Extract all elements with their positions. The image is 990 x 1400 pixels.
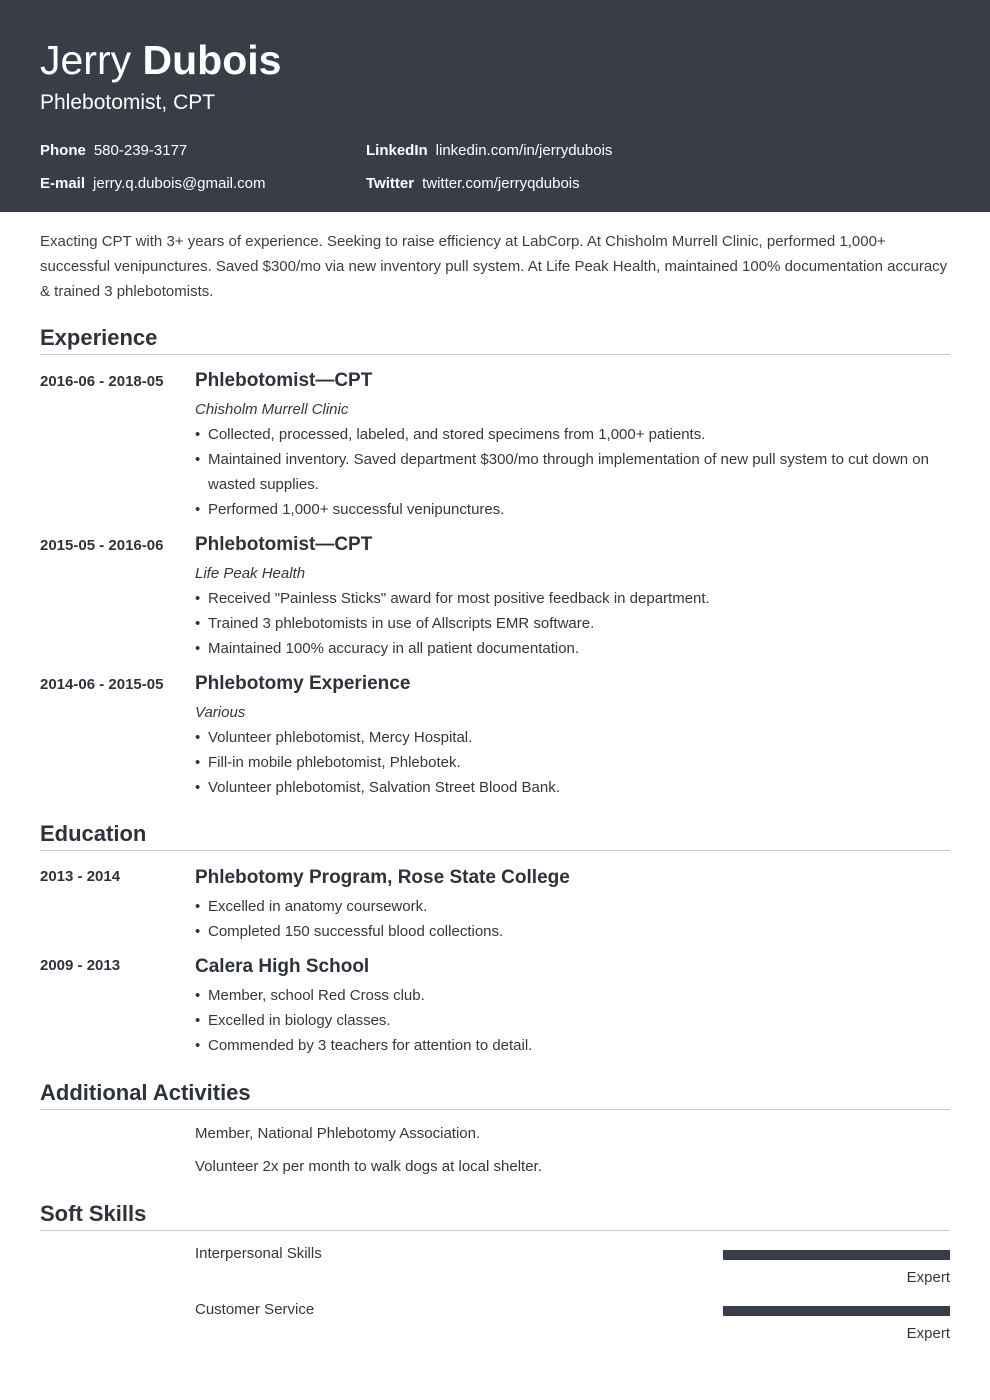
experience-entry bbox=[40, 369, 950, 522]
contact-email bbox=[40, 175, 266, 192]
section-divider bbox=[40, 1230, 950, 1231]
education-entry bbox=[40, 866, 950, 944]
list-item: • Volunteer phlebotomist, Mercy Hospital. bbox=[195, 725, 950, 750]
section-divider bbox=[40, 1109, 950, 1110]
job-title: Phlebotomist, CPT bbox=[40, 91, 216, 114]
contact-phone bbox=[40, 142, 187, 159]
list-item: • Performed 1,000+ successful venipunctures. bbox=[195, 497, 950, 522]
experience-entry bbox=[40, 533, 950, 661]
section-divider bbox=[40, 354, 950, 355]
resume-header bbox=[0, 0, 990, 212]
email-link[interactable]: jerry.q.dubois@gmail.com bbox=[93, 175, 266, 192]
skill-row bbox=[195, 1300, 950, 1356]
education-entry bbox=[40, 955, 950, 1058]
first-name: Jerry bbox=[40, 37, 132, 83]
soft-skills-section bbox=[40, 1200, 950, 1356]
entry-organization: Chisholm Murrell Clinic bbox=[195, 401, 349, 418]
twitter-link[interactable]: twitter.com/jerryqdubois bbox=[422, 175, 580, 192]
list-item: • Volunteer phlebotomist, Salvation Street Blood Bank. bbox=[195, 775, 950, 800]
skill-level-label: Expert bbox=[906, 1325, 950, 1342]
contact-linkedin bbox=[366, 142, 612, 159]
section-title-experience: Experience bbox=[40, 325, 158, 350]
list-item: • Member, school Red Cross club. bbox=[195, 983, 950, 1008]
phone-value: 580-239-3177 bbox=[93, 142, 188, 159]
list-item: • Commended by 3 teachers for attention to detail. bbox=[195, 1033, 950, 1058]
contact-twitter bbox=[366, 175, 580, 192]
list-item: • Maintained 100% accuracy in all patient documentation. bbox=[195, 636, 950, 661]
skill-level-bar bbox=[723, 1250, 950, 1260]
entry-dates: 2016-06 - 2018-05 bbox=[40, 373, 164, 390]
entry-dates: 2009 - 2013 bbox=[40, 957, 121, 974]
activities-section bbox=[40, 1079, 950, 1179]
phone-label: Phone bbox=[40, 142, 86, 159]
entry-school: Calera High School bbox=[195, 956, 370, 977]
skill-level-fill bbox=[723, 1250, 950, 1260]
list-item: • Excelled in anatomy coursework. bbox=[195, 894, 950, 919]
entry-school: Phlebotomy Program, Rose State College bbox=[195, 867, 570, 888]
list-item: • Completed 150 successful blood collections. bbox=[195, 919, 950, 944]
section-divider bbox=[40, 850, 950, 851]
candidate-name bbox=[40, 36, 950, 84]
skill-row bbox=[195, 1244, 950, 1300]
entry-bullets bbox=[195, 725, 950, 800]
section-title-education: Education bbox=[40, 821, 147, 846]
activity-item: Volunteer 2x per month to walk dogs at local shelter. bbox=[195, 1158, 542, 1175]
entry-dates: 2013 - 2014 bbox=[40, 868, 121, 885]
skill-level-label: Expert bbox=[906, 1269, 950, 1286]
section-title-activities: Additional Activities bbox=[40, 1080, 251, 1105]
list-item: • Trained 3 phlebotomists in use of Allscripts EMR software. bbox=[195, 611, 950, 636]
experience-section bbox=[40, 324, 950, 800]
experience-entry bbox=[40, 672, 950, 800]
entry-dates: 2014-06 - 2015-05 bbox=[40, 676, 164, 693]
list-item: • Collected, processed, labeled, and stored specimens from 1,000+ patients. bbox=[195, 422, 950, 447]
last-name: Dubois bbox=[142, 37, 282, 83]
entry-bullets bbox=[195, 983, 950, 1058]
list-item: • Maintained inventory. Saved department $300/mo through implementation of new pull system to cut down on wasted supplies. bbox=[195, 447, 950, 497]
list-item: • Fill-in mobile phlebotomist, Phlebotek. bbox=[195, 750, 950, 775]
entry-role: Phlebotomist—CPT bbox=[195, 534, 373, 555]
skill-name: Customer Service bbox=[195, 1301, 315, 1318]
skill-name: Interpersonal Skills bbox=[195, 1245, 322, 1262]
entry-organization: Various bbox=[195, 704, 246, 721]
entry-dates: 2015-05 - 2016-06 bbox=[40, 537, 164, 554]
entry-bullets bbox=[195, 894, 950, 944]
entry-bullets bbox=[195, 422, 950, 522]
entry-organization: Life Peak Health bbox=[195, 565, 306, 582]
summary: Exacting CPT with 3+ years of experience. Seeking to raise efficiency at LabCorp. At Chisholm Murrell Clinic, performed 1,000+ successful venipunctures. Saved $300/mo via new inventory pull system. At Life Peak Health, maintained 100% documentation accuracy & trained 3 phlebotomists. bbox=[40, 233, 948, 300]
linkedin-label: LinkedIn bbox=[366, 142, 428, 159]
list-item: • Excelled in biology classes. bbox=[195, 1008, 950, 1033]
section-title-soft-skills: Soft Skills bbox=[40, 1201, 147, 1226]
entry-bullets bbox=[195, 586, 950, 661]
entry-role: Phlebotomy Experience bbox=[195, 673, 411, 694]
education-section bbox=[40, 820, 950, 1058]
list-item: • Received "Painless Sticks" award for most positive feedback in department. bbox=[195, 586, 950, 611]
email-label: E-mail bbox=[40, 175, 86, 192]
linkedin-link[interactable]: linkedin.com/in/jerrydubois bbox=[435, 142, 613, 159]
skill-level-bar bbox=[723, 1306, 950, 1316]
entry-role: Phlebotomist—CPT bbox=[195, 370, 373, 391]
skill-level-fill bbox=[723, 1306, 950, 1316]
resume-body bbox=[0, 229, 990, 1356]
twitter-label: Twitter bbox=[366, 175, 415, 192]
activity-item: Member, National Phlebotomy Association. bbox=[195, 1125, 481, 1142]
